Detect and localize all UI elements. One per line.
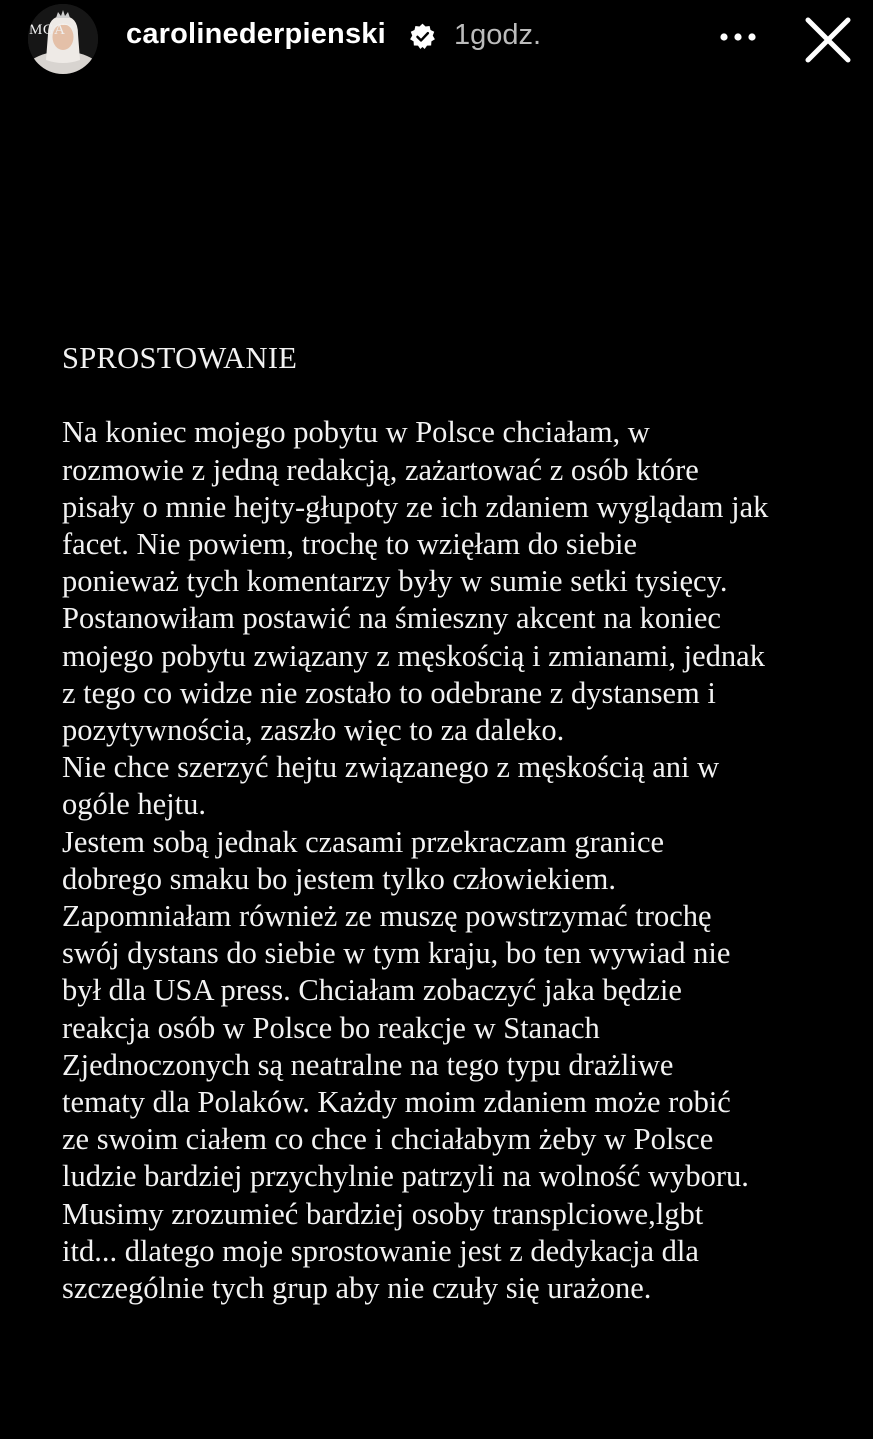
story-line: mojego pobytu związany z męskością i zmianami, jednak — [62, 638, 765, 673]
post-timestamp: 1godz. — [454, 19, 542, 51]
story-header — [0, 0, 873, 80]
story-line: ponieważ tych komentarzy były w sumie setki tysięcy. — [62, 564, 728, 599]
story-line: itd... dlatego moje sprostowanie jest z dedykacja dla — [62, 1233, 699, 1268]
story-line: swój dystans do siebie w tym kraju, bo ten wywiad nie — [62, 936, 731, 971]
username[interactable]: carolinederpienski — [126, 18, 386, 50]
close-icon[interactable] — [800, 12, 856, 68]
verified-badge-icon — [409, 23, 436, 50]
story-line: Jestem sobą jednak czasami przekraczam granice — [62, 824, 665, 859]
story-line: Zapomniałam również ze muszę powstrzymać trochę — [62, 899, 712, 934]
story-line: Musimy zrozumieć bardziej osoby transplciowe,lgbt — [62, 1196, 704, 1231]
avatar-image — [28, 4, 98, 74]
avatar-logo-text: MGA — [29, 22, 66, 38]
story-paragraph — [62, 414, 852, 1307]
paragraph-spacer — [62, 377, 852, 414]
story-text — [62, 340, 852, 1307]
story-line: tematy dla Polaków. Każdy moim zdaniem może robić — [62, 1085, 731, 1120]
story-line: dobrego smaku bo jestem tylko człowiekiem. — [62, 861, 616, 896]
story-line: był dla USA press. Chciałam zobaczyć jaka będzie — [62, 973, 682, 1008]
story-line: Postanowiłam postawić na śmieszny akcent na koniec — [62, 601, 721, 636]
story-line: ze swoim ciałem co chce i chciałabym żeby w Polsce — [62, 1122, 714, 1157]
story-line: Na koniec mojego pobytu w Polsce chciałam, w — [62, 415, 650, 450]
story-line: Nie chce szerzyć hejtu związanego z męskością ani w — [62, 750, 720, 785]
story-line: ogóle hejtu. — [62, 787, 206, 822]
more-options-icon[interactable] — [716, 22, 760, 52]
story-line: ludzie bardziej przychylnie patrzyli na wolność wyboru. — [62, 1159, 749, 1194]
story-line: rozmowie z jedną redakcją, zażartować z osób które — [62, 452, 699, 487]
story-line: reakcja osób w Polsce bo reakcje w Stanach — [62, 1010, 600, 1045]
story-line: szczególnie tych grup aby nie czuły się urażone. — [62, 1271, 652, 1306]
story-line: Zjednoczonych są neatralne na tego typu drażliwe — [62, 1047, 674, 1082]
story-line: pisały o mnie hejty-głupoty ze ich zdaniem wyglądam jak — [62, 489, 769, 524]
story-line: facet. Nie powiem, trochę to wzięłam do siebie — [62, 527, 638, 561]
story-title: SPROSTOWANIE — [62, 341, 298, 375]
story-line: pozytywnościa, zaszło więc to za daleko. — [62, 713, 565, 748]
avatar[interactable] — [28, 4, 98, 74]
story-line: z tego co widze nie zostało to odebrane z dystansem i — [62, 675, 716, 710]
